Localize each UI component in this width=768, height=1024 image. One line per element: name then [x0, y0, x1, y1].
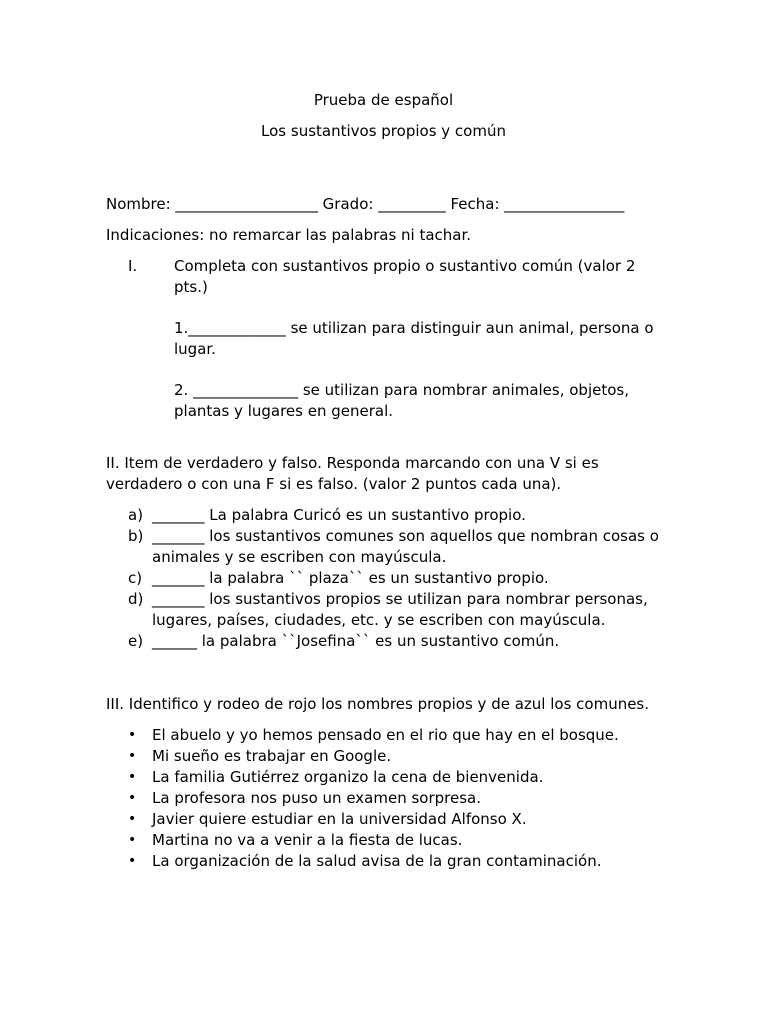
list-item	[106, 788, 666, 809]
item-text: _______ los sustantivos comunes son aquellos que nombran cosas o animales y se escriben con mayúscula.	[152, 527, 659, 566]
sentence-list	[106, 725, 666, 872]
student-info-line: Nombre: ___________________ Grado: _________ Fecha: ________________	[106, 195, 625, 213]
bullet-icon: •	[128, 853, 137, 869]
item-text: ______ la palabra ``Josefina`` es un sustantivo común.	[152, 632, 560, 650]
list-item	[106, 589, 666, 631]
item-letter: b)	[128, 527, 144, 545]
item-text: El abuelo y yo hemos pensado en el rio que hay en el bosque.	[152, 726, 619, 744]
bullet-icon: •	[128, 769, 137, 785]
list-item	[106, 568, 666, 589]
list-item	[106, 830, 666, 851]
item-letter: e)	[128, 632, 144, 650]
section-1-heading: Completa con sustantivos propio o sustantivo común (valor 2 pts.)	[174, 257, 636, 296]
bullet-icon: •	[128, 811, 137, 827]
bullet-icon: •	[128, 748, 137, 764]
bullet-icon: •	[128, 727, 137, 743]
list-item	[106, 526, 666, 568]
item-text: _______ los sustantivos propios se utilizan para nombrar personas, lugares, países, ciudades, etc. y se escriben con mayúscula.	[152, 590, 648, 629]
section-2-heading: II. Item de verdadero y falso. Responda marcando con una V si es verdadero o con una F si es falso. (valor 2 puntos cada una).	[106, 454, 599, 493]
item-text: _______ la palabra `` plaza`` es un sustantivo propio.	[152, 569, 549, 587]
item-text: La organización de la salud avisa de la gran contaminación.	[152, 852, 602, 870]
document-subtitle: Los sustantivos propios y común	[261, 122, 506, 140]
list-item	[106, 725, 666, 746]
section-1	[106, 256, 666, 422]
item-text: Mi sueño es trabajar en Google.	[152, 747, 392, 765]
item-text: Martina no va a venir a la fiesta de lucas.	[152, 831, 463, 849]
list-item	[106, 851, 666, 872]
bullet-icon: •	[128, 832, 137, 848]
item-text: La profesora nos puso un examen sorpresa.	[152, 789, 481, 807]
item-letter: a)	[128, 506, 144, 524]
list-item	[106, 631, 666, 652]
document-page	[106, 90, 666, 872]
item-letter: d)	[128, 590, 144, 608]
list-item	[106, 767, 666, 788]
item-text: La familia Gutiérrez organizo la cena de bienvenida.	[152, 768, 544, 786]
item-letter: c)	[128, 569, 143, 587]
list-item	[106, 505, 666, 526]
section-1-number: I.	[128, 257, 138, 275]
bullet-icon: •	[128, 790, 137, 806]
section-1-question-1: 1._____________ se utilizan para distinguir aun animal, persona o lugar.	[174, 319, 654, 358]
item-text: _______ La palabra Curicó es un sustantivo propio.	[152, 506, 526, 524]
true-false-list	[106, 505, 666, 652]
section-1-question-2: 2. ______________ se utilizan para nombrar animales, objetos, plantas y lugares en general.	[174, 381, 629, 420]
instructions: Indicaciones: no remarcar las palabras ni tachar.	[106, 226, 472, 244]
list-item	[106, 746, 666, 767]
list-item	[106, 809, 666, 830]
item-text: Javier quiere estudiar en la universidad Alfonso X.	[152, 810, 527, 828]
document-title: Prueba de español	[313, 91, 454, 109]
section-3-heading: III. Identifico y rodeo de rojo los nombres propios y de azul los comunes.	[106, 695, 650, 713]
